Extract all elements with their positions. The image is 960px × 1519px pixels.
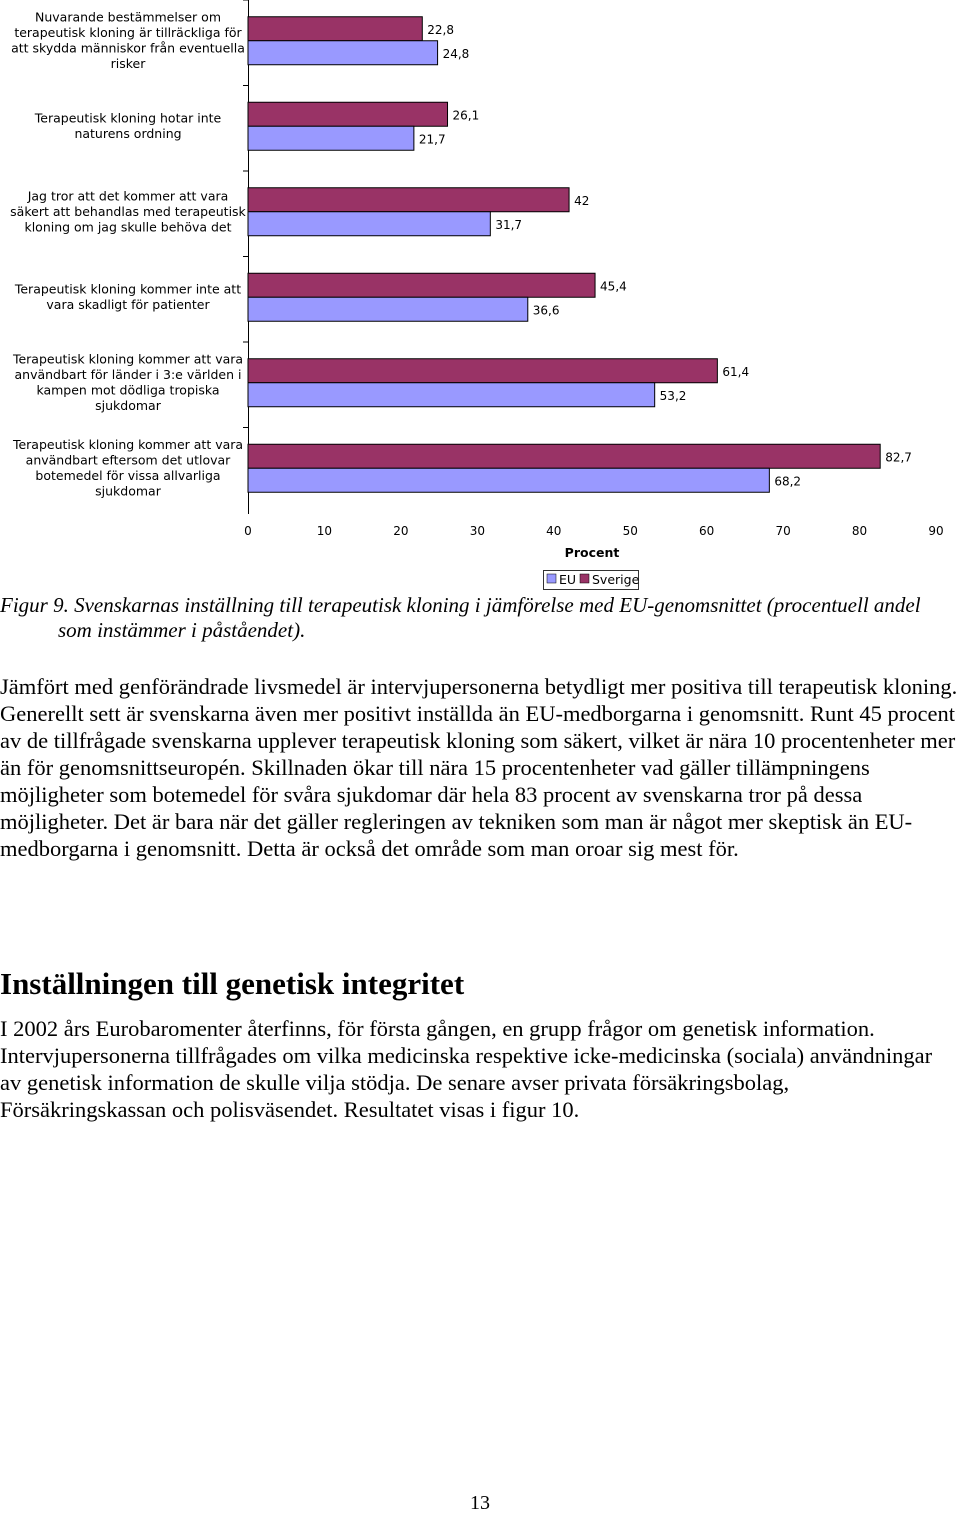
category-label: [12, 352, 243, 414]
category-label-line: Jag tror att det kommer att vara: [27, 188, 229, 204]
bar-eu: [248, 383, 655, 407]
x-tick-label: 60: [699, 524, 715, 538]
category-label-line: kampen mot dödliga tropiska: [36, 382, 220, 398]
x-tick-label: 30: [469, 524, 485, 538]
x-axis-title: Procent: [564, 545, 620, 560]
bar-sverige: [248, 102, 448, 126]
bars: [248, 17, 880, 493]
category-label-line: kloning om jag skulle behöva det: [24, 219, 232, 235]
legend-label-eu: EU: [559, 572, 577, 587]
page-number: 13: [470, 1492, 490, 1514]
x-tick-label: 80: [851, 524, 868, 538]
data-label-eu: 68,2: [774, 474, 802, 489]
category-label-line: botemedel för vissa allvarliga: [35, 468, 221, 483]
category-label: [10, 188, 246, 234]
x-tick-label: 0: [244, 524, 252, 538]
bar-chart: [0, 0, 960, 595]
category-label-line: Terapeutisk kloning kommer inte att: [14, 281, 242, 297]
bar-sverige: [248, 273, 595, 297]
category-label-line: säkert att behandlas med terapeutisk: [10, 203, 246, 219]
category-label: [11, 10, 245, 72]
data-label-eu: 31,7: [495, 217, 523, 232]
data-label-sverige: 61,4: [722, 364, 750, 379]
category-label-line: Terapeutisk kloning kommer att vara: [12, 351, 244, 367]
x-tick-label: 50: [622, 524, 638, 538]
data-label-sverige: 26,1: [452, 108, 480, 123]
category-label-line: naturens ordning: [74, 126, 182, 141]
bar-sverige: [248, 359, 717, 383]
section-heading: Inställningen till genetisk integritet: [0, 966, 465, 1001]
bar-eu: [248, 126, 414, 150]
category-label: [14, 282, 241, 313]
data-labels: [419, 23, 912, 489]
category-label: [34, 111, 222, 142]
category-label-line: sjukdomar: [95, 483, 161, 499]
data-label-eu: 24,8: [442, 46, 470, 61]
bar-sverige: [248, 188, 569, 212]
category-label-line: sjukdomar: [95, 398, 161, 413]
paragraph-2: I 2002 års Eurobaromenter återfinns, för första gången, en grupp frågor om genetisk information. Intervjupersonerna tillfrågades om vilka medicinska respektive icke-medicinska (sociala) användningar av genetisk information de skulle vilja stödja. De senare avser privata försäkringsbolag, Försäkringskassan och polisväsendet. Resultatet visas i figur 10.: [0, 1016, 933, 1122]
data-label-sverige: 22,8: [427, 22, 455, 37]
category-label-line: Terapeutisk kloning kommer att vara: [12, 437, 244, 452]
category-labels: [10, 0, 248, 499]
category-label-line: vara skadligt för patienter: [46, 297, 210, 312]
category-label-line: att skydda människor från eventuella: [11, 40, 245, 56]
legend-swatch-eu: [547, 574, 556, 583]
bar-sverige: [248, 444, 880, 468]
data-label-sverige: 82,7: [885, 450, 912, 465]
x-tick-label: 20: [393, 524, 409, 538]
bar-eu: [248, 212, 490, 236]
bar-eu: [248, 297, 528, 321]
data-label-eu: 53,2: [659, 388, 687, 403]
category-label: [12, 437, 243, 499]
category-label-line: användbart för länder i 3:e världen i: [14, 367, 242, 382]
category-label-line: terapeutisk kloning är tillräckliga för: [14, 25, 242, 40]
category-label-line: risker: [110, 56, 146, 71]
category-label-line: användbart eftersom det utlovar: [25, 452, 231, 468]
data-label-sverige: 45,4: [600, 279, 627, 294]
bar-sverige: [248, 17, 422, 41]
paragraph-1: Jämfört med genförändrade livsmedel är intervjupersonerna betydligt mer positiva till terapeutisk kloning. Generellt sett är svenskarna även mer positivt inställda än EU-medborgarna i genomsnitt. Runt 45 procent av de tillfrågade svenskarna upplever terapeutisk kloning som säkert, vilket är nära 10 procentenheter mer än för genomsnittseuropén. Skillnaden ökar till nära 15 procentenheter vad gäller tillämpningens möjligheter som botemedel för svåra sjukdomar där hela 83 procent av svenskarna tror på dessa möjligheter. Det är bara när det gäller regleringen av tekniken som man är något mer skeptisk än EU-medborgarna i genomsnitt. Detta är också det område som man oroar sig mest för.: [0, 674, 958, 861]
x-tick-label: 40: [546, 524, 562, 538]
x-tick-label: 10: [316, 524, 333, 538]
data-label-eu: 21,7: [418, 132, 446, 147]
x-tick-label: 70: [775, 524, 791, 538]
x-tick-label: 90: [928, 524, 944, 538]
data-label-eu: 36,6: [532, 303, 560, 318]
data-label-sverige: 42: [574, 193, 590, 208]
x-axis-ticks: [244, 524, 943, 538]
legend-swatch-sverige: [580, 574, 589, 583]
legend-label-sverige: Sverige: [592, 572, 640, 587]
bar-eu: [248, 41, 438, 65]
figure-caption: Figur 9. Svenskarnas inställning till terapeutisk kloning i jämförelse med EU-genomsnittet (procentuell andel som instämmer i påståendet).: [0, 593, 921, 642]
bar-eu: [248, 468, 769, 492]
category-label-line: Nuvarande bestämmelser om: [34, 9, 222, 25]
category-label-line: Terapeutisk kloning hotar inte: [34, 110, 222, 126]
legend: [544, 571, 640, 590]
